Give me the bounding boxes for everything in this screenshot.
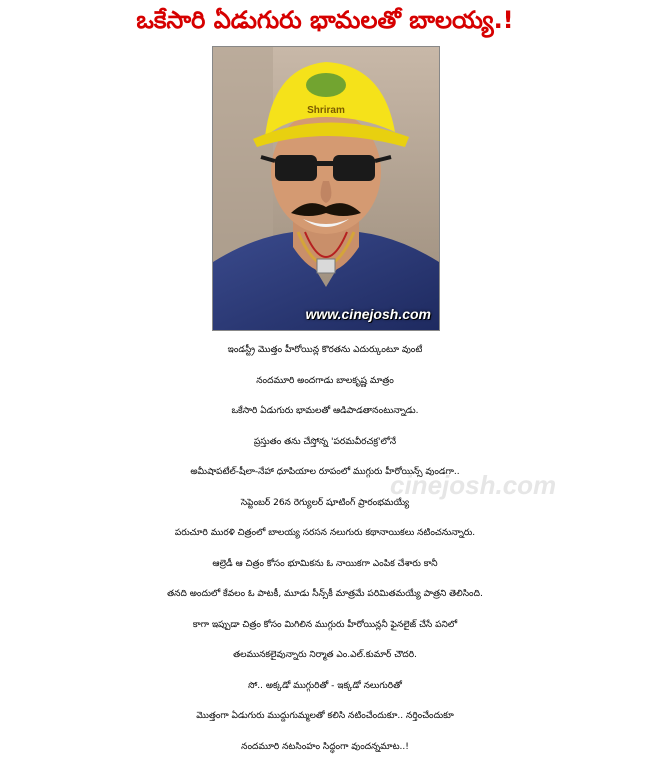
article-line: కాగా ఇప్పుడా చిత్రం కోసం మిగిలిన ముగ్గురు హీరోయిన్లనీ ఫైనలైజ్ చేసే పనిలో (192, 619, 458, 630)
article-line: సో.. అక్కడో ముగ్గురితో - ఇక్కడో నలుగురితో (248, 680, 402, 691)
article-line: మొత్తంగా ఏడుగురు ముద్దుగుమ్మలతో కలిసి నటించేందుకూ.. నర్తించేందుకూ (196, 711, 454, 721)
article-line: తనది అందులో కేవలం ఓ పాటకీ, మూడు సీన్స్‌కీ మాత్రమే పరిమితమయ్యే పాత్రని తెలిసింది. (167, 589, 483, 599)
article-line: అమీషాపటేల్-షీలా-నేహా ధూపియాల రూపంలో ముగ్గురు హీరోయిన్స్ వుండగా.. (190, 467, 460, 477)
cap-logo-text: Shriram (307, 105, 345, 116)
article-line: సెప్టెంబర్ 26న రెగ్యులర్ షూటింగ్ ప్రారంభమయ్యే (240, 497, 410, 508)
photo-watermark: www.cinejosh.com (305, 306, 431, 322)
background-watermark: cinejosh.com (390, 470, 557, 500)
article-line: ప్రస్తుతం తను చేస్తోన్న 'పరమవీరచక్ర'లోనే (253, 436, 397, 447)
portrait-illustration (213, 47, 439, 330)
article-line: ఆల్రెడీ ఆ చిత్రం కోసం భూమికను ఓ నాయికగా ఎంపిక చేశారు కానీ (212, 558, 438, 569)
article-headline: ఒకేసారి ఏడుగురు భామలతో బాలయ్య.! (136, 6, 514, 34)
article-line: ఒకేసారి ఏడుగురు భామలతో ఆడిపాడతానంటున్నాడు. (231, 406, 419, 416)
article-line: నందమూరి నటసింహం సిద్ధంగా వుందన్నమాట..! (241, 741, 409, 752)
article-line: ఇండస్ట్రీ మొత్తం హీరోయిన్ల కొరతను ఎదుర్కుంటూ వుంటే (227, 345, 423, 355)
article-line: తలమునకలైవున్నారు నిర్మాత ఎం.ఎల్.కుమార్ చౌదరి. (233, 650, 417, 660)
article-line: నందమూరి అందగాడు బాలకృష్ణ మాత్రం (256, 375, 394, 386)
article-body (0, 335, 650, 762)
article-line: పరుచూరి మురళి చిత్రంలో బాలయ్య సరసన నలుగురు కథానాయికలు నటించనున్నారు. (174, 528, 476, 538)
article-photo (212, 46, 440, 331)
